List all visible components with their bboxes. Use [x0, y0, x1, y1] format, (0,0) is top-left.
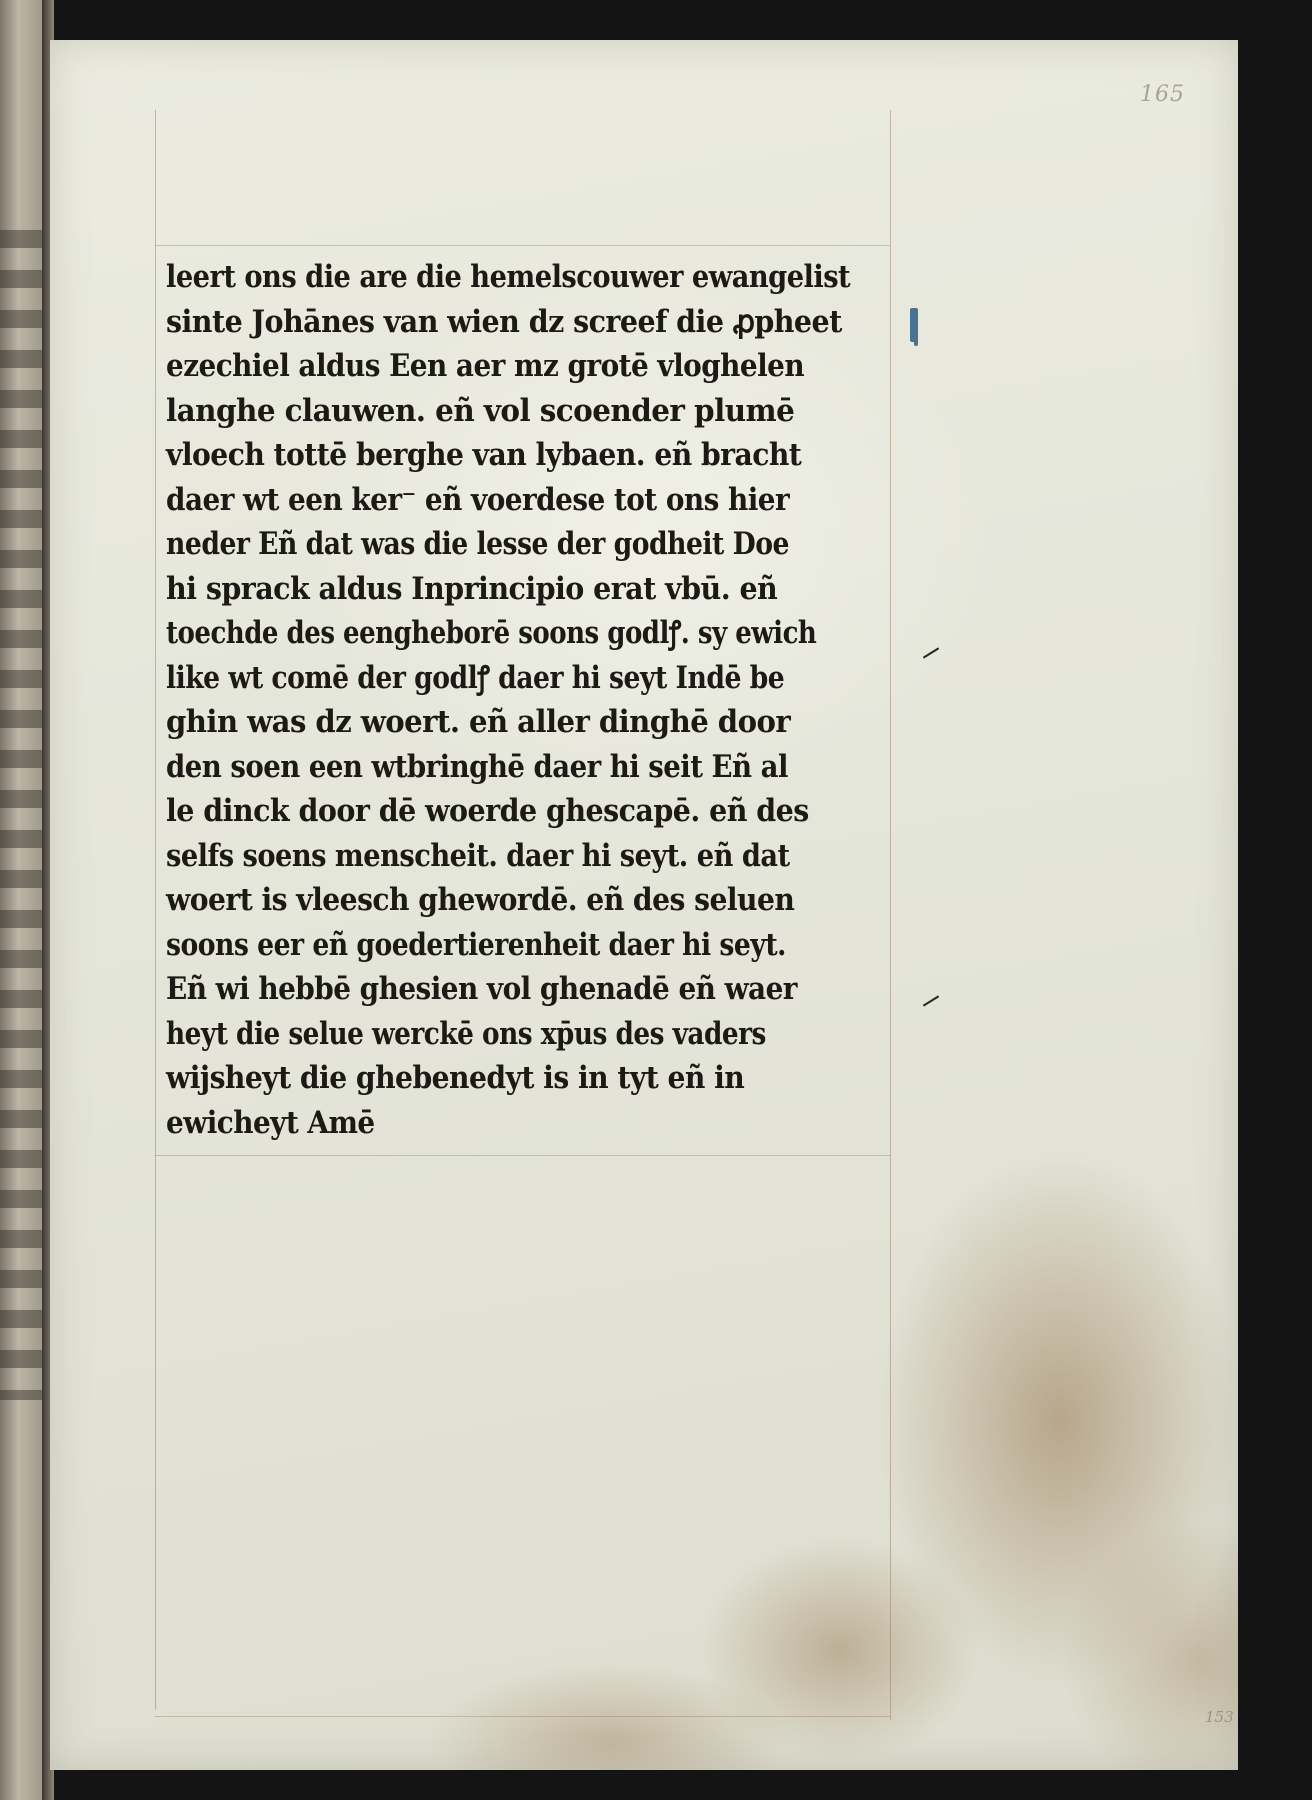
- text-line: le dinck door dē woerde ghescapē. eñ des: [166, 793, 809, 829]
- text-line: heyt die selue werckē ons xp̄us des vaders: [166, 1015, 766, 1052]
- text-line: toechde des eengheborē soons godlꝭ. sy ewich: [166, 615, 817, 651]
- marginal-tick: [923, 647, 939, 658]
- right-ruling-line: [890, 110, 891, 1720]
- manuscript-page: [50, 40, 1238, 1770]
- blue-marginal-mark: [910, 308, 918, 342]
- text-line: wijsheyt die ghebenedyt is in tyt eñ in: [166, 1060, 745, 1096]
- text-line: hi sprack aldus Inprincipio erat vbū. eñ: [166, 570, 778, 607]
- top-ruling-line: [155, 245, 890, 246]
- text-line: selfs soens menscheit. daer hi seyt. eñ dat: [166, 837, 790, 874]
- text-line: Eñ wi hebbē ghesien vol ghenadē eñ waer: [166, 971, 797, 1007]
- text-line: langhe clauwen. eñ vol scoender plumē: [166, 392, 795, 429]
- text-line: ewicheyt Amē: [166, 1104, 375, 1141]
- text-line: ghin was dz woert. eñ aller dinghē door: [166, 704, 791, 740]
- text-line: ezechiel aldus Een aer mz grotē vloghelen: [166, 348, 805, 384]
- text-line: woert is vleesch ghewordē. eñ des seluen: [166, 882, 795, 918]
- left-ruling-line: [155, 110, 156, 1710]
- marginal-tick: [923, 995, 939, 1006]
- text-line: leert ons die are die hemelscouwer ewangelist: [166, 259, 851, 295]
- previous-leaf-edge: [0, 0, 46, 1800]
- text-line: daer wt een ker⁻ eñ voerdese tot ons hier: [166, 481, 790, 518]
- bottom-ruling-line: [155, 1716, 890, 1717]
- text-line: soons eer eñ goedertierenheit daer hi seyt.: [166, 926, 786, 963]
- text-line: vloech tottē berghe van lybaen. eñ bracht: [166, 437, 802, 473]
- text-line: sinte Johānes van wien dz screef die ꝓpheet: [166, 303, 842, 340]
- text-line: like wt comē der godlꝭ daer hi seyt Indē be: [166, 659, 785, 696]
- signature-mark: 153: [1205, 1708, 1234, 1726]
- text-end-ruling-line: [155, 1155, 890, 1156]
- gothic-text-block: [166, 255, 856, 1145]
- text-line: neder Eñ dat was die lesse der godheit Doe: [166, 526, 789, 562]
- text-line: den soen een wtbringhē daer hi seit Eñ al: [166, 748, 788, 785]
- previous-leaf-text-shadow: [0, 230, 42, 1400]
- folio-number: 165: [1140, 82, 1185, 107]
